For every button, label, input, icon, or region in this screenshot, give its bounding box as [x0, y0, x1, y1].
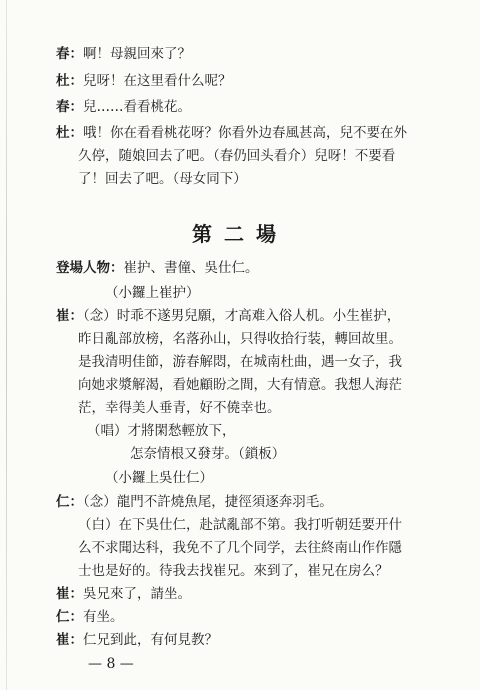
dialogue-text: 士也是好的。待我去找崔兄。來到了，崔兄在房么？ — [78, 563, 389, 579]
dialogue-text: 吳兄來了，請坐。 — [83, 586, 191, 602]
stage-direction: （小鑼上崔护） — [105, 285, 200, 301]
dialogue-line — [56, 97, 456, 117]
stage-direction: （小鑼上吳仕仁） — [105, 470, 213, 486]
dialogue-line — [56, 630, 456, 650]
dialogue-continuation — [78, 375, 478, 395]
dialogue-text: （念）时乖不遂男兒願，才高难入俗人机。小生崔护， — [83, 308, 401, 324]
scene-title: 第二場 — [192, 222, 288, 246]
page-number: — 8 — — [88, 656, 134, 672]
dialogue-text: 仁兄到此，有何見教？ — [83, 632, 218, 648]
dialogue-text: 么不求聞达科，我免不了几个同学，去往終南山作作隱 — [78, 540, 402, 556]
dialogue-text: 有坐。 — [83, 609, 124, 625]
dialogue-continuation — [78, 169, 478, 189]
song-line: 怎奈情根又發芽。（鎖板） — [130, 446, 286, 462]
dialogue-continuation — [78, 398, 478, 418]
dialogue-continuation — [78, 561, 478, 581]
dialogue-text: 啊！母親回來了？ — [83, 46, 191, 62]
dialogue-line — [56, 492, 456, 512]
dialogue-continuation — [78, 352, 478, 372]
dialogue-text: 久停，随娘回去了吧。（春仍回头看介）兒呀！不要看 — [78, 148, 396, 164]
page-binding-edge — [6, 0, 7, 690]
dialogue-text: 哦！你在看看桃花呀？你看外边春風甚高，兒不要在外 — [83, 125, 407, 141]
dialogue-text: 兒……看看桃花。 — [83, 99, 191, 115]
cast-names: 崔护、書僮、吳仕仁。 — [123, 260, 259, 276]
dialogue-text: （念）龍門不許燒魚尾，捷徑須逐奔羽毛。 — [83, 494, 333, 510]
speaker-label: 崔： — [56, 586, 83, 602]
dialogue-text: 了！回去了吧。（母女同下） — [78, 171, 247, 187]
dialogue-continuation — [78, 329, 478, 349]
speaker-label: 崔： — [56, 632, 83, 648]
speaker-label: 仁： — [56, 494, 83, 510]
dialogue-continuation — [78, 515, 478, 535]
dialogue-line — [56, 123, 456, 143]
song-line: （唱）才將閑愁輕放下， — [87, 423, 236, 439]
dialogue-text: 是我清明佳節，游春解悶，在城南杜曲，遇一女子，我 — [78, 354, 402, 370]
speaker-label: 杜： — [56, 125, 83, 141]
speaker-label: 崔： — [56, 308, 83, 324]
dialogue-text: （白）在下吳仕仁，赴試亂部不第。我打听朝廷要开什 — [78, 517, 402, 533]
cast-label: 登場人物： — [56, 260, 124, 276]
speaker-label: 杜： — [56, 73, 83, 89]
speaker-label: 春： — [56, 46, 83, 62]
cast-list — [56, 258, 456, 278]
dialogue-line — [56, 584, 456, 604]
dialogue-continuation — [78, 146, 478, 166]
dialogue-line — [56, 71, 456, 91]
dialogue-text: 茫，幸得美人垂青，好不僥幸也。 — [78, 400, 281, 416]
dialogue-line — [56, 44, 456, 64]
dialogue-line — [56, 306, 456, 326]
speaker-label: 春： — [56, 99, 83, 115]
dialogue-continuation — [78, 538, 478, 558]
dialogue-text: 向她求漿解渴，看她顧盼之間，大有情意。我想人海茫 — [78, 377, 402, 393]
dialogue-line — [56, 607, 456, 627]
dialogue-text: 兒呀！在这里看什么呢？ — [83, 73, 232, 89]
dialogue-text: 昨日亂部放榜，名落孙山，只得收拾行装，轉回故里。 — [78, 331, 402, 347]
speaker-label: 仁： — [56, 609, 83, 625]
